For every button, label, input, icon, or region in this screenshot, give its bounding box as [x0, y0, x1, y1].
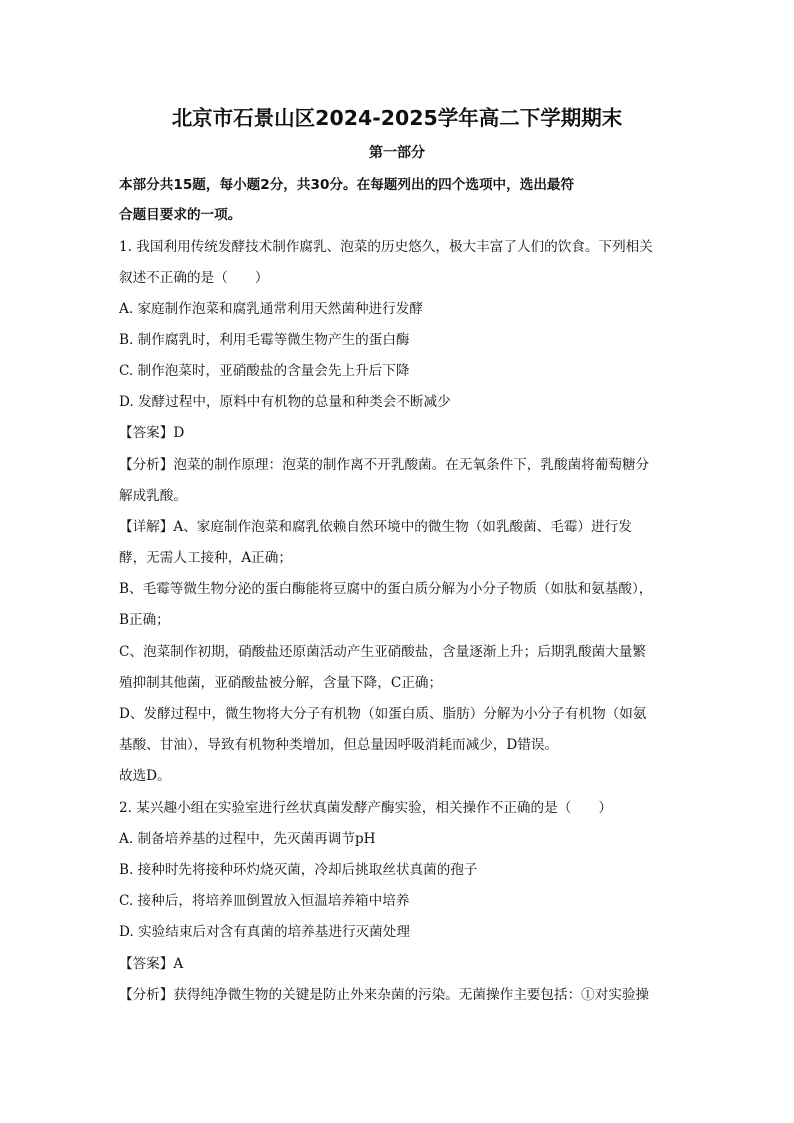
instruction-line: 本部分共15题，每小题2分，共30分。在每题列出的四个选项中，选出最符: [119, 177, 575, 193]
question-1-explanation: 酵，无需人工接种，A正确；: [119, 550, 292, 566]
question-1-explanation: D、发酵过程中，微生物将大分子有机物（如蛋白质、脂肪）分解为小分子有机物（如氨: [119, 706, 647, 722]
section-heading: 第一部分: [369, 145, 425, 161]
question-1-analysis: 解成乳酸。: [119, 488, 187, 504]
question-1-stem: 叙述不正确的是（ ）: [119, 270, 269, 286]
question-2-option-d: D. 实验结束后对含有真菌的培养基进行灭菌处理: [119, 924, 410, 940]
question-1-option-c: C. 制作泡菜时，亚硝酸盐的含量会先上升后下降: [119, 363, 410, 379]
question-1-explanation: 殖抑制其他菌，亚硝酸盐被分解，含量下降，C正确；: [119, 675, 443, 691]
document-title: 北京市石景山区2024-2025学年高二下学期期末: [171, 106, 623, 130]
question-1-option-a: A. 家庭制作泡菜和腐乳通常利用天然菌种进行发酵: [119, 301, 423, 317]
question-1-option-b: B. 制作腐乳时，利用毛霉等微生物产生的蛋白酶: [119, 332, 410, 348]
question-1-explanation: 【详解】A、家庭制作泡菜和腐乳依赖自然环境中的微生物（如乳酸菌、毛霉）进行发: [119, 519, 632, 535]
question-2-analysis: 【分析】获得纯净微生物的关键是防止外来杂菌的污染。无菌操作主要包括：①对实验操: [119, 987, 650, 1003]
question-1-stem: 1. 我国利用传统发酵技术制作腐乳、泡菜的历史悠久，极大丰富了人们的饮食。下列相关: [119, 239, 653, 255]
question-1-analysis: 【分析】泡菜的制作原理：泡菜的制作离不开乳酸菌。在无氧条件下，乳酸菌将葡萄糖分: [119, 457, 650, 473]
question-2-answer: 【答案】A: [119, 956, 184, 972]
question-1-conclusion: 故选D。: [119, 768, 171, 784]
question-1-explanation: 基酸、甘油），导致有机物种类增加，但总量因呼吸消耗而减少，D错误。: [119, 737, 559, 753]
question-2-stem: 2. 某兴趣小组在实验室进行丝状真菌发酵产酶实验，相关操作不正确的是（ ）: [119, 800, 613, 816]
question-2-option-a: A. 制备培养基的过程中，先灭菌再调节pH: [119, 831, 376, 847]
question-1-explanation: B、毛霉等微生物分泌的蛋白酶能将豆腐中的蛋白质分解为小分子物质（如肽和氨基酸），: [119, 581, 653, 597]
question-1-answer: 【答案】D: [119, 425, 185, 441]
question-1-option-d: D. 发酵过程中，原料中有机物的总量和种类会不断减少: [119, 394, 451, 410]
question-1-explanation: C、泡菜制作初期，硝酸盐还原菌活动产生亚硝酸盐，含量逐渐上升；后期乳酸菌大量繁: [119, 644, 646, 660]
question-1-explanation: B正确；: [119, 612, 170, 628]
question-2-option-b: B. 接种时先将接种环灼烧灭菌，冷却后挑取丝状真菌的孢子: [119, 862, 478, 878]
question-2-option-c: C. 接种后，将培养皿倒置放入恒温培养箱中培养: [119, 893, 410, 909]
instruction-line: 合题目要求的一项。: [119, 207, 242, 223]
